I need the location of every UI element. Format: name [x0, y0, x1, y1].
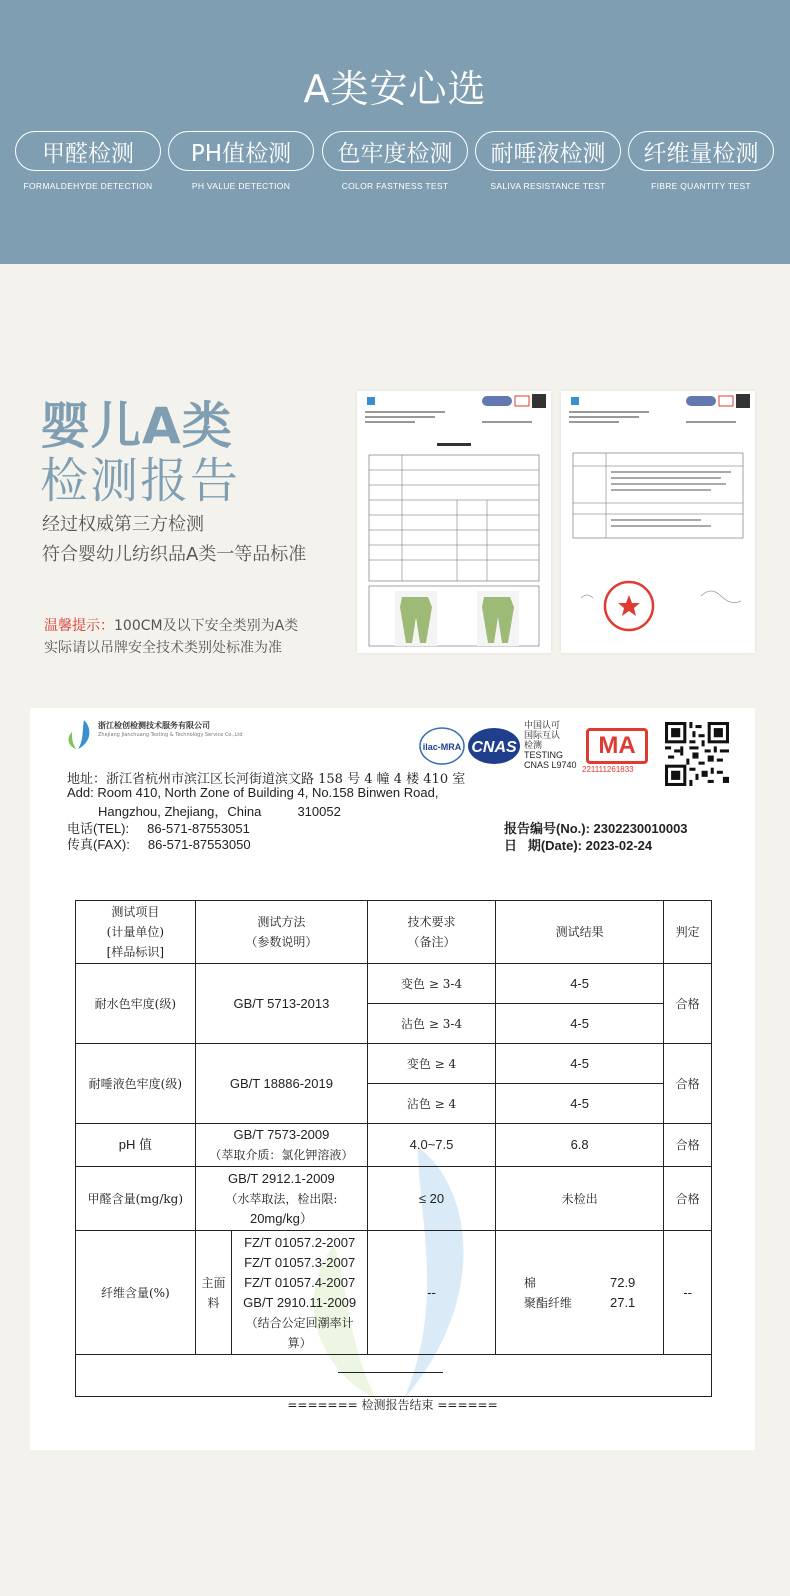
header-method-line-1: 测试方法 — [257, 915, 306, 929]
fiber-note-line-1: （结合公定回潮率计 — [245, 1315, 354, 1330]
company-name: 浙江检创检测技术服务有限公司 — [98, 721, 210, 730]
header-method-line-2: （参数说明） — [245, 935, 318, 949]
intro-line-2: 符合婴幼儿纺织品A类一等品标准 — [42, 544, 307, 565]
water-fastness-method: GB/T 5713-2013 — [195, 964, 367, 1044]
tip-text-1: 100CM及以下安全类别为A类 — [114, 618, 299, 634]
table-row — [76, 1124, 712, 1167]
end-divider — [338, 1372, 443, 1373]
pill-ph-en: PH VALUE DETECTION — [191, 181, 291, 191]
ilac-label: ilac-MRA — [422, 742, 462, 752]
intro-line-1: 经过权威第三方检测 — [42, 514, 204, 535]
fiber-method-line-1: FZ/T 01057.2-2007 — [244, 1234, 356, 1250]
pill-ph: PH值检测 — [168, 131, 314, 171]
water-judge: 合格 — [664, 964, 712, 1044]
header-item-line-1: 测试项目 — [111, 905, 160, 919]
fiber-part — [195, 1231, 232, 1355]
saliva-judge: 合格 — [664, 1044, 712, 1124]
ph-method — [195, 1124, 367, 1167]
address-en-1: Add: Room 410, North Zone of Building 4, No.158 Binwen Road, — [67, 785, 439, 800]
ph-method-line-2: （萃取介质：氯化钾溶液） — [209, 1148, 354, 1162]
header-req-line-2: （备注） — [407, 935, 456, 949]
tip-label: 温馨提示： — [44, 618, 114, 634]
cnas-cert-text — [524, 720, 577, 770]
water-fastness-name: 耐水色牢度(级) — [76, 964, 196, 1044]
address-cn: 地址：浙江省杭州市滨江区长河街道滨文路 158 号 4 幢 4 楼 410 室 — [67, 772, 466, 787]
pill-fiber: 纤维量检测 — [628, 131, 774, 171]
saliva-res-2: 4-5 — [495, 1084, 663, 1124]
report-thumbnail-2-drawing — [561, 391, 755, 653]
fiber-note-line-2: 算） — [287, 1335, 312, 1350]
formaldehyde-req: ≤ 20 — [368, 1167, 496, 1231]
pill-fiber-en: FIBRE QUANTITY TEST — [651, 181, 751, 191]
pill-saliva-en: SALIVA RESISTANCE TEST — [490, 181, 606, 191]
test-results-table — [75, 900, 712, 1397]
ma-number: 221111261833 — [582, 765, 634, 774]
header-method — [195, 901, 367, 964]
cnas-label: CNAS — [471, 739, 517, 756]
cert-line-1: 中国认可 — [524, 720, 561, 730]
cert-line-3: 检测 — [524, 740, 543, 750]
saliva-fastness-method: GB/T 18886-2019 — [195, 1044, 367, 1124]
intro-heading-2: 检测报告 — [40, 453, 241, 509]
fiber-method-line-4: GB/T 2910.11-2009 — [243, 1294, 357, 1310]
fiber-res-row-1 — [498, 1273, 661, 1293]
formaldehyde-name: 甲醛含量(mg/kg) — [76, 1167, 196, 1231]
table-row — [76, 1167, 712, 1231]
fiber-res-2-value: 27.1 — [609, 1294, 636, 1310]
table-row — [76, 1044, 712, 1084]
cert-line-2: 国际互认 — [524, 730, 561, 740]
intro-tip — [44, 615, 298, 635]
report-thumbnail-page-2 — [561, 391, 755, 653]
fiber-part-line-1: 主面 — [201, 1275, 226, 1290]
fiber-res-2-name: 聚酯纤维 — [523, 1295, 572, 1310]
intro-heading-1: 婴儿A类 — [40, 397, 233, 455]
saliva-req-1: 变色 ≥ 4 — [368, 1044, 496, 1084]
cnas-logo-icon — [466, 726, 522, 766]
ph-name: pH 值 — [76, 1124, 196, 1167]
pill-formaldehyde-en: FORMALDEHYDE DETECTION — [23, 181, 153, 191]
top-banner — [0, 0, 790, 264]
saliva-res-1: 4-5 — [495, 1044, 663, 1084]
header-item — [76, 901, 196, 964]
fiber-method-line-3: FZ/T 01057.4-2007 — [244, 1274, 356, 1290]
cert-line-5: CNAS L9740 — [524, 760, 577, 770]
header-req-line-1: 技术要求 — [407, 915, 456, 929]
report-end-text: ======= 检测报告结束 ====== — [287, 1398, 498, 1412]
fiber-res-1-name: 棉 — [523, 1275, 536, 1290]
fiber-res — [495, 1231, 663, 1355]
report-number: 报告编号(No.): 2302230010003 — [504, 821, 688, 836]
fiber-judge: -- — [664, 1231, 712, 1355]
water-res-1: 4-5 — [495, 964, 663, 1004]
header-item-line-3: [样品标识] — [106, 945, 165, 959]
tip-text-2: 实际请以吊牌安全技术类别处标准为准 — [44, 640, 282, 656]
fiber-res-1-value: 72.9 — [609, 1274, 636, 1290]
pill-formaldehyde: 甲醛检测 — [15, 131, 161, 171]
fiber-method — [232, 1231, 368, 1355]
telephone: 电话(TEL): 86-571-87553051 — [67, 821, 250, 836]
fiber-name: 纤维含量(%) — [76, 1231, 196, 1355]
water-req-2: 沾色 ≥ 3-4 — [368, 1004, 496, 1044]
ph-req: 4.0~7.5 — [368, 1124, 496, 1167]
header-item-line-2: (计量单位) — [106, 925, 165, 939]
ma-logo-icon: MA — [586, 728, 648, 764]
header-requirement — [368, 901, 496, 964]
formaldehyde-res: 未检出 — [495, 1167, 663, 1231]
ph-res: 6.8 — [495, 1124, 663, 1167]
report-date: 日 期(Date): 2023-02-24 — [504, 838, 653, 853]
report-thumbnail-page-1 — [357, 391, 551, 653]
hcho-method-line-3: 20mg/kg） — [249, 1210, 313, 1226]
test-report — [30, 708, 755, 1450]
table-blank-row — [76, 1355, 712, 1397]
hcho-method-line-2: （水萃取法，检出限: — [225, 1191, 338, 1206]
company-name-en: Zhejiang Jianchuang Testing & Technology Service Co.,Ltd — [98, 732, 243, 738]
qr-code-icon — [665, 722, 729, 786]
formaldehyde-judge: 合格 — [664, 1167, 712, 1231]
pill-saliva: 耐唾液检测 — [475, 131, 621, 171]
header-judge: 判定 — [664, 901, 712, 964]
company-logo-icon — [64, 718, 94, 750]
saliva-req-2: 沾色 ≥ 4 — [368, 1084, 496, 1124]
water-res-2: 4-5 — [495, 1004, 663, 1044]
header-result: 测试结果 — [495, 901, 663, 964]
table-header-row — [76, 901, 712, 964]
fiber-part-line-2: 料 — [207, 1295, 220, 1310]
table-row — [76, 964, 712, 1004]
cert-line-4: TESTING — [524, 750, 564, 760]
banner-title: A类安心选 — [303, 67, 487, 111]
ph-judge: 合格 — [664, 1124, 712, 1167]
saliva-fastness-name: 耐唾液色牢度(级) — [76, 1044, 196, 1124]
pill-color-fastness: 色牢度检测 — [322, 131, 468, 171]
fiber-res-row-2 — [498, 1293, 661, 1313]
address-en-2: Hangzhou, Zhejiang，China 310052 — [98, 804, 341, 819]
pill-color-fastness-en: COLOR FASTNESS TEST — [341, 181, 449, 191]
report-thumbnail-1-drawing — [357, 391, 551, 653]
fiber-method-line-2: FZ/T 01057.3-2007 — [244, 1254, 356, 1270]
ilac-mra-icon — [418, 726, 466, 766]
ph-method-line-1: GB/T 7573-2009 — [233, 1127, 330, 1142]
fiber-req: -- — [368, 1231, 496, 1355]
hcho-method-line-1: GB/T 2912.1-2009 — [228, 1170, 335, 1186]
table-row — [76, 1231, 712, 1355]
water-req-1: 变色 ≥ 3-4 — [368, 964, 496, 1004]
fax: 传真(FAX): 86-571-87553050 — [67, 837, 251, 852]
formaldehyde-method — [195, 1167, 367, 1231]
blank-cell — [76, 1355, 712, 1397]
